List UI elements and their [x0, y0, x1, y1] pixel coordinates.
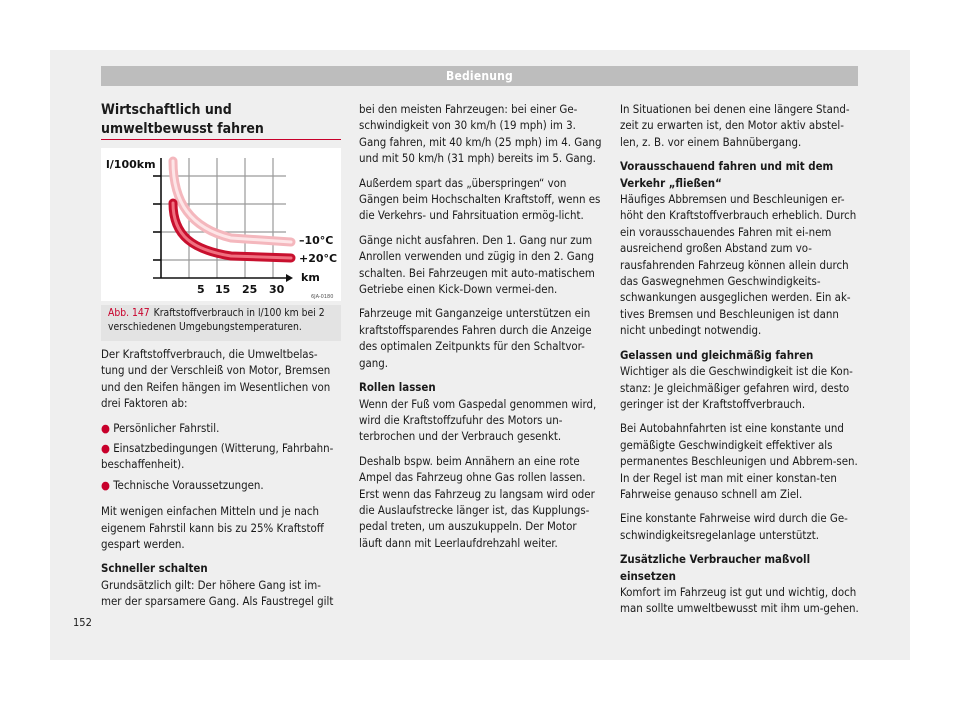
page-number: 152 [73, 616, 92, 629]
section-header: Bedienung [101, 66, 858, 86]
paragraph: Häufiges Abbremsen und Beschleunigen er-höht den Kraftstoffverbrauch erheblich. Durch ein vorausschauendes Fahren mit ei-nem ausreichend großen Abstand zum vo-rausfahrenden Fahrzeug können allein durch das Gaswegnehmen Geschwindigkeits-schwankungen ausgeglichen werden. Ein ak-tives Bremsen und Beschleunigen ist dann nicht unbedingt notwendig. [620, 192, 857, 338]
list-item: ● Technische Voraussetzungen. [101, 477, 264, 492]
x-tick-label: 15 [215, 283, 231, 296]
subheading: Gelassen und gleichmäßig fahren [620, 347, 814, 362]
paragraph: Der Kraftstoffverbrauch, die Umweltbelas-tung und der Verschleiß von Motor, Bremsen und den Reifen hängen im Wesentlichen von drei Faktoren ab: [101, 347, 331, 411]
subheading: Schneller schalten [101, 561, 208, 576]
list-item: ● Persönlicher Fahrstil. [101, 420, 220, 435]
bullet-icon: ● [101, 477, 114, 492]
list-item: ● Einsatzbedingungen (Witterung, Fahrbahn-beschaffenheit). [101, 441, 334, 472]
column-1 [101, 346, 341, 618]
bullet-icon: ● [101, 420, 114, 435]
bullet-icon: ● [101, 441, 114, 456]
figure-code: 6JA-0180 [311, 294, 334, 300]
paragraph: In Situationen bei denen eine längere Stand-zeit zu erwarten ist, den Motor aktiv abstel-len, z. B. vor einem Bahnübergang. [620, 102, 850, 149]
x-axis-label: km [301, 271, 320, 284]
paragraph: Grundsätzlich gilt: Der höhere Gang ist im-mer der sparsamere Gang. Als Faustregel gilt [101, 577, 334, 609]
column-2 [359, 101, 602, 559]
curve-label-warm: +20°C [299, 252, 338, 265]
subheading: Zusätzliche Verbraucher maßvoll einsetzen [620, 552, 811, 583]
y-axis-label: l/100km [106, 158, 156, 171]
caption-ref: Abb. 147 [108, 307, 150, 319]
paragraph: Gänge nicht ausfahren. Den 1. Gang nur zum Anrollen verwenden und zügig in den 2. Gang schalten. Bei Fahrzeugen mit auto-matischem Getriebe einen Kick-Down vermei-den. [359, 232, 595, 297]
paragraph: Wenn der Fuß vom Gaspedal genommen wird, wird die Kraftstoffzufuhr des Motors un-terbrochen und der Verbrauch gesenkt. [359, 396, 597, 444]
section-title: Wirtschaftlich und umweltbewusst fahren [101, 102, 264, 137]
caption-text: Kraftstoffverbrauch in l/100 km bei 2 verschiedenen Umgebungstemperaturen. [108, 307, 325, 333]
paragraph: Komfort im Fahrzeug ist gut und wichtig, doch man sollte umweltbewusst mit ihm um-gehen. [620, 584, 859, 616]
paragraph: Deshalb bspw. beim Annähern an eine rote Ampel das Fahrzeug ohne Gas rollen lassen. Erst wenn das Fahrzeug zu langsam wird oder die Auslaufstrecke länger ist, das Kupplungs-pedal treten, um auszukuppeln. Der Motor läuft dann mit Leerlaufdrehzahl weiter. [359, 453, 595, 550]
curve-label-cold: –10°C [299, 234, 334, 247]
paragraph: Bei Autobahnfahrten ist eine konstante und gemäßigte Geschwindigkeit effektiver als permanentes Beschleunigen und Abbrem-sen. In der Regel ist man mit einer konstan-ten Fahrweise genauso schnell am Ziel. [620, 421, 858, 501]
fuel-consumption-figure [101, 148, 341, 301]
paragraph: bei den meisten Fahrzeugen: bei einer Ge-schwindigkeit von 30 km/h (19 mph) im 3. Gang fahren, mit 40 km/h (25 mph) im 4. Gang und mit 50 km/h (31 mph) bereits im 5. Gang. [359, 102, 602, 166]
x-tick-label: 30 [269, 283, 285, 296]
fuel-chart [101, 148, 341, 301]
x-axis-arrow [286, 274, 293, 282]
x-tick-label: 25 [242, 283, 258, 296]
paragraph: Wichtiger als die Geschwindigkeit ist die Kon-stanz: Je gleichmäßiger gefahren wird, desto geringer ist der Kraftstoffverbrauch. [620, 364, 853, 411]
paragraph: Fahrzeuge mit Ganganzeige unterstützen ein kraftstoffsparendes Fahren durch die Anzeige des optimalen Zeitpunkts für den Schaltvor-gang. [359, 306, 592, 370]
paragraph: Mit wenigen einfachen Mitteln und je nach eigenem Fahrstil kann bis zu 25% Kraftstoff gespart werden. [101, 504, 324, 552]
paragraph: Außerdem spart das „überspringen“ von Gängen beim Hochschalten Kraftstoff, wenn es die Verkehrs- und Fahrsituation ermög-licht. [359, 175, 601, 223]
subheading: Vorausschauend fahren und mit dem Verkehr „fließen“ [620, 159, 834, 190]
x-tick-label: 5 [197, 283, 205, 296]
paragraph: Eine konstante Fahrweise wird durch die Ge-schwindigkeitsregelanlage unterstützt. [620, 511, 848, 542]
title-rule [101, 139, 341, 140]
figure-caption [101, 305, 341, 341]
y-axis-ticks [153, 176, 161, 260]
column-3 [620, 101, 860, 625]
subheading: Rollen lassen [359, 380, 436, 395]
